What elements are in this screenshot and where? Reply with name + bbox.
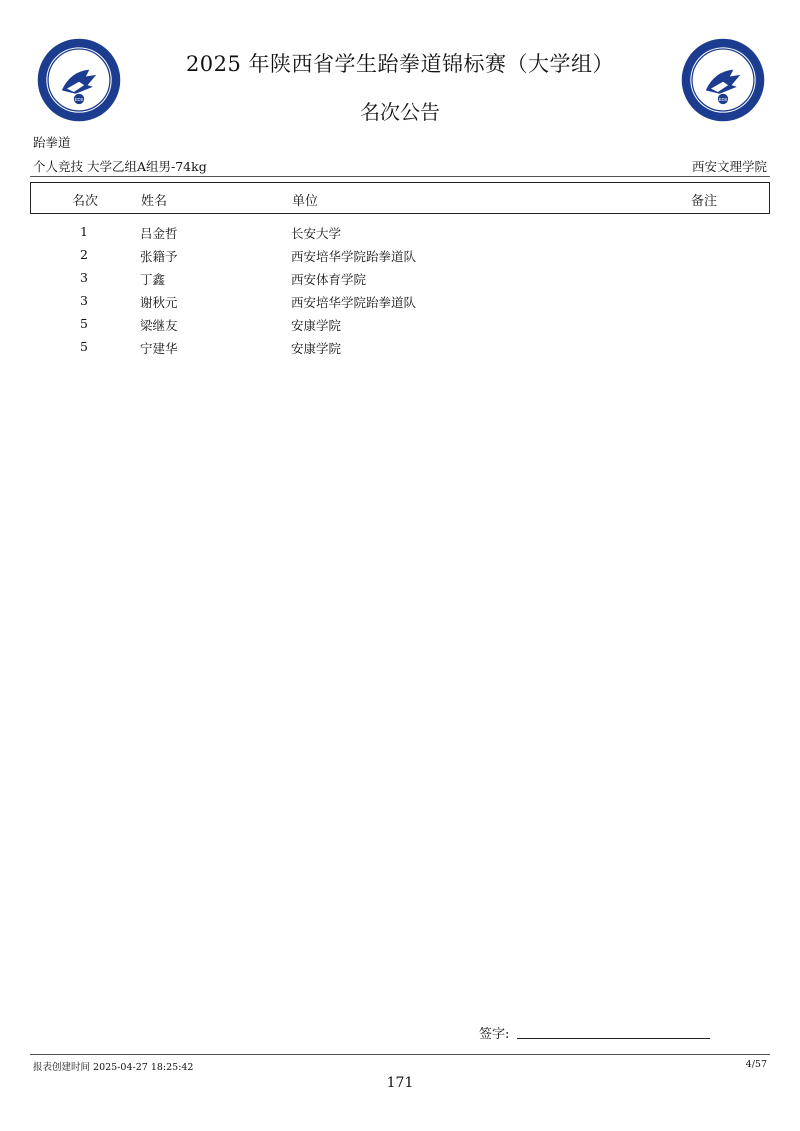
table-row — [0, 312, 800, 335]
document-subtitle: 名次公告 — [360, 100, 440, 124]
row-rank: 5 — [80, 316, 88, 331]
header-unit: 单位 — [292, 194, 319, 209]
row-rank: 1 — [80, 224, 88, 239]
row-rank: 3 — [80, 293, 88, 308]
page-number: 171 — [386, 1075, 414, 1091]
page-counter: 4/57 — [745, 1059, 767, 1070]
row-name: 谢秋元 — [140, 295, 178, 310]
table-row — [0, 243, 800, 266]
row-name: 丁鑫 — [140, 272, 166, 287]
row-rank: 2 — [80, 247, 88, 262]
row-unit: 西安培华学院跆拳道队 — [291, 249, 417, 264]
row-rank: 3 — [80, 270, 88, 285]
table-row — [0, 335, 800, 358]
sport-label: 跆拳道 — [33, 135, 71, 150]
row-unit: 西安体育学院 — [291, 272, 367, 287]
row-name: 张籍予 — [140, 249, 178, 264]
header-divider — [30, 176, 770, 177]
row-name: 宁建华 — [140, 341, 178, 356]
venue-label: 西安文理学院 — [691, 159, 767, 174]
event-label: 个人竞技 大学乙组A组男-74kg — [33, 159, 207, 174]
header-note: 备注 — [691, 194, 718, 209]
signature-line — [517, 1038, 710, 1039]
signature-label: 签字: — [479, 1027, 510, 1042]
row-unit: 西安培华学院跆拳道队 — [291, 295, 417, 310]
results-table-header — [30, 182, 770, 214]
row-name: 吕金哲 — [140, 226, 178, 241]
row-name: 梁继友 — [140, 318, 178, 333]
document-title: 2025 年陕西省学生跆拳道锦标赛（大学组） — [185, 52, 615, 76]
table-row — [0, 220, 800, 243]
table-row — [0, 266, 800, 289]
row-unit: 安康学院 — [291, 318, 342, 333]
header-rank: 名次 — [71, 194, 98, 209]
svg-text:EDS: EDS — [74, 97, 84, 103]
row-unit: 安康学院 — [291, 341, 342, 356]
footer-divider — [30, 1054, 770, 1055]
results-table-body — [0, 220, 800, 358]
report-created-time: 报表创建时间 2025-04-27 18:25:42 — [33, 1062, 194, 1073]
row-rank: 5 — [80, 339, 88, 354]
row-unit: 长安大学 — [291, 226, 342, 241]
svg-text:EDS: EDS — [718, 97, 728, 103]
table-row — [0, 289, 800, 312]
header-name: 姓名 — [141, 194, 168, 209]
